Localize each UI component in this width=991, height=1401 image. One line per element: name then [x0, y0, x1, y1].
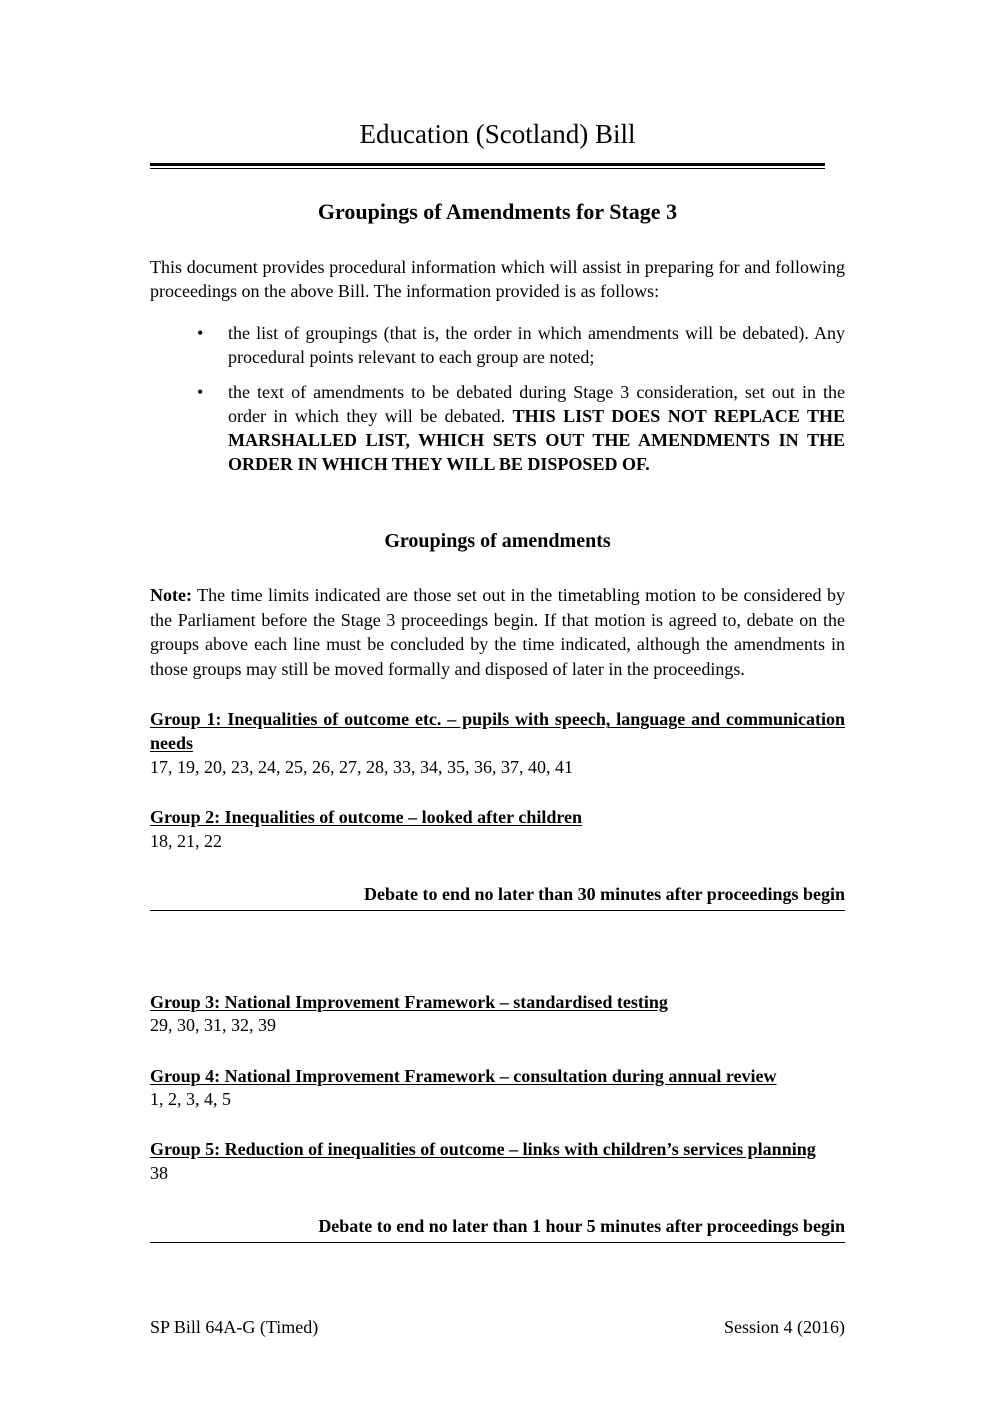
group-amendments: 17, 19, 20, 23, 24, 25, 26, 27, 28, 33, 34, 35, 36, 37, 40, 41 — [150, 757, 573, 778]
document-subtitle: Groupings of Amendments for Stage 3 — [317, 199, 678, 225]
list-item-text: the text of amendments to be debated during Stage 3 consideration, set out in the order in which they will be debated. — [228, 382, 845, 427]
debate-deadline-text: Debate to end no later than 30 minutes after proceedings begin — [364, 884, 845, 905]
group-heading: Group 5: Reduction of inequalities of outcome – links with children’s services planning — [150, 1139, 816, 1160]
debate-deadline-1 — [150, 883, 845, 910]
group-block-1 — [150, 708, 845, 779]
list-item-emphasis: THIS LIST DOES NOT REPLACE THE MARSHALLED LIST, WHICH SETS OUT THE AMENDMENTS IN THE ORDER IN WHICH THEY WILL BE DISPOSED OF. — [228, 406, 846, 474]
bullet-icon: • — [197, 382, 204, 403]
intro-paragraph: This document provides procedural information which will assist in preparing for and following proceedings on the above Bill. The information provided is as follows: — [150, 257, 845, 302]
group-amendments: 29, 30, 31, 32, 39 — [150, 1015, 276, 1036]
group-amendments: 1, 2, 3, 4, 5 — [150, 1089, 231, 1110]
group-block-2 — [150, 806, 845, 853]
footer-session: Session 4 (2016) — [724, 1317, 845, 1337]
group-heading: Group 1: Inequalities of outcome etc. – pupils with speech, language and communication needs — [150, 709, 845, 754]
bullet-icon: • — [197, 322, 204, 343]
group-block-5 — [150, 1138, 845, 1185]
debate-deadline-text: Debate to end no later than 1 hour 5 minutes after proceedings begin — [318, 1216, 845, 1237]
list-item-text: the list of groupings (that is, the order in which amendments will be debated). Any procedural points relevant to each group are noted; — [228, 322, 845, 367]
group-amendments: 38 — [150, 1163, 168, 1184]
group-block-3 — [150, 991, 845, 1038]
intro-bullet-list — [150, 322, 845, 477]
list-item — [150, 322, 845, 370]
group-heading: Group 2: Inequalities of outcome – looked after children — [150, 807, 582, 828]
footer-bill-reference: SP Bill 64A-G (Timed) — [150, 1317, 319, 1337]
document-content — [150, 0, 845, 1243]
note-paragraph — [150, 553, 845, 681]
page-footer — [150, 1317, 845, 1339]
note-text: The time limits indicated are those set out in the timetabling motion to be considered by the Parliament before the Stage 3 proceedings begin. If that motion is agreed to, debate on the groups above each line must be concluded by the time indicated, although the amendments in those groups may still be moved formally and disposed of later in the proceedings. — [150, 585, 845, 679]
page-title: Education (Scotland) Bill — [359, 119, 636, 149]
group-amendments: 18, 21, 22 — [150, 831, 222, 852]
note-label: Note: — [150, 585, 192, 606]
debate-divider — [150, 1242, 845, 1243]
debate-deadline-2 — [150, 1215, 845, 1242]
list-item — [150, 381, 845, 476]
group-heading: Group 3: National Improvement Framework – standardised testing — [150, 991, 668, 1012]
group-heading: Group 4: National Improvement Framework – consultation during annual review — [150, 1065, 777, 1086]
group-block-4 — [150, 1065, 845, 1112]
debate-divider — [150, 910, 845, 911]
section-heading-groupings: Groupings of amendments — [384, 530, 611, 553]
